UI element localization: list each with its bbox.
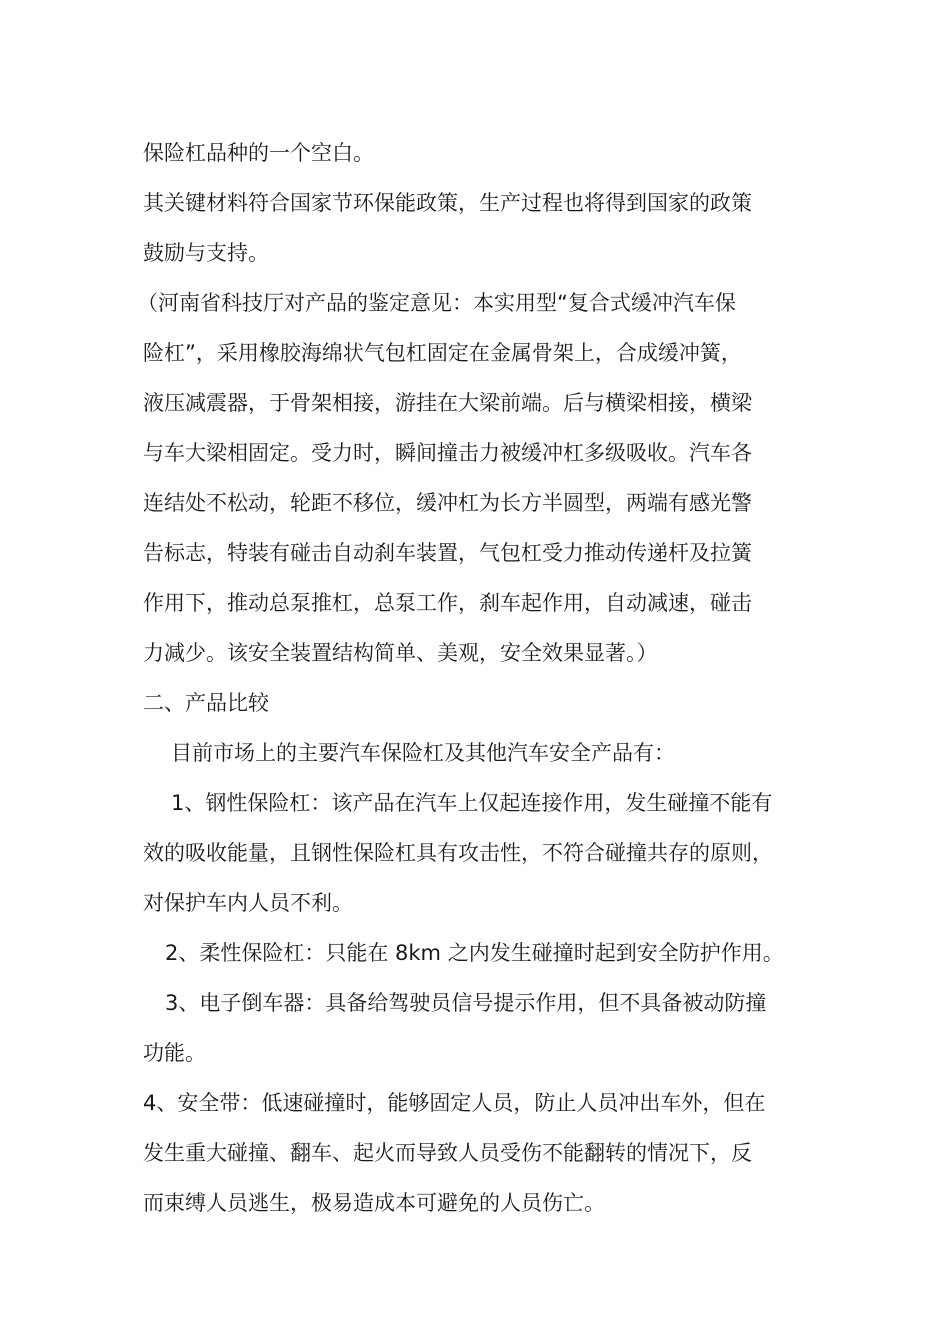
- text-line: 功能。: [143, 1041, 206, 1065]
- text-line: 险杠”，采用橡胶海绵状气包杠固定在金属骨架上，合成缓冲簧，: [143, 341, 742, 365]
- section-heading: 二、产品比较: [143, 691, 269, 715]
- text-line: 保险杠品种的一个空白。: [143, 141, 374, 165]
- text-line: 鼓励与支持。: [143, 241, 269, 265]
- text-line: 与车大梁相固定。受力时，瞬间撞击力被缓冲杠多级吸收。汽车各: [143, 441, 752, 465]
- text-line: 其关键材料符合国家节环保能政策，生产过程也将得到国家的政策: [143, 191, 752, 215]
- text-line: 液压减震器，于骨架相接，游挂在大梁前端。后与横梁相接，横梁: [143, 391, 752, 415]
- text-line: 发生重大碰撞、翻车、起火而导致人员受伤不能翻转的情况下，反: [143, 1141, 752, 1165]
- list-item: 2、柔性保险杠：只能在 8km 之内发生碰撞时起到安全防护作用。: [165, 941, 784, 965]
- text-line: 连结处不松动，轮距不移位，缓冲杠为长方半圆型，两端有感光警: [143, 491, 752, 515]
- text-line: 力减少。该安全装置结构简单、美观，安全效果显著。）: [143, 641, 658, 665]
- text-line: 对保护车内人员不利。: [143, 891, 353, 915]
- text-line: 而束缚人员逃生，极易造成本可避免的人员伤亡。: [143, 1191, 605, 1215]
- text-line: 效的吸收能量，且钢性保险杠具有攻击性，不符合碰撞共存的原则，: [143, 841, 773, 865]
- text-line: 目前市场上的主要汽车保险杠及其他汽车安全产品有：: [171, 741, 675, 765]
- text-line: 作用下，推动总泵推杠，总泵工作，刹车起作用，自动减速，碰击: [143, 591, 752, 615]
- list-item: 1、钢性保险杠：该产品在汽车上仅起连接作用，发生碰撞不能有: [171, 791, 773, 815]
- list-item: 4、安全带：低速碰撞时，能够固定人员，防止人员冲出车外，但在: [143, 1091, 766, 1115]
- list-item: 3、电子倒车器：具备给驾驶员信号提示作用，但不具备被动防撞: [165, 991, 767, 1015]
- text-line: 告标志，特装有碰击自动刹车装置，气包杠受力推动传递杆及拉簧: [143, 541, 752, 565]
- text-line: （河南省科技厅对产品的鉴定意见：本实用型“复合式缓冲汽车保: [137, 291, 736, 315]
- document-body: [137, 128, 823, 1228]
